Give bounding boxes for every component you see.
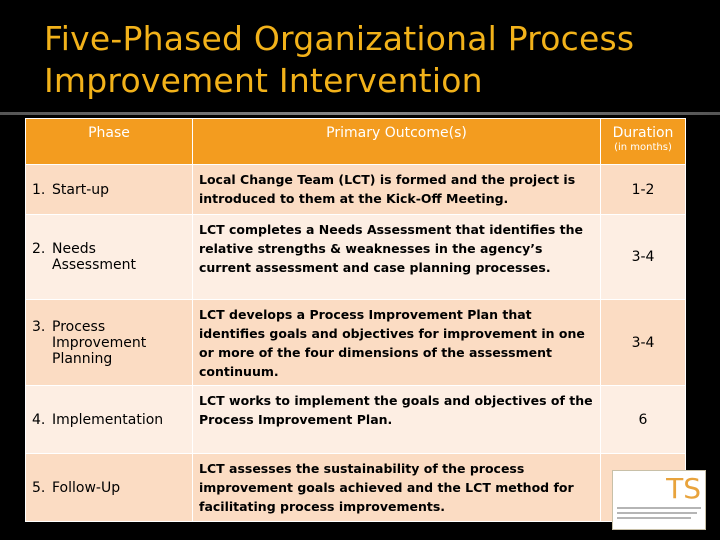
outcome-cell: Local Change Team (LCT) is formed and the project is introduced to them at the Kick-Off Meeting. (193, 165, 601, 215)
phase-name: Needs (52, 241, 96, 257)
outcome-cell: LCT develops a Process Improvement Plan that identifies goals and objectives for improvement in one or more of the four dimensions of the assessment continuum. (193, 300, 601, 386)
logo-fine-print (617, 517, 691, 519)
phase-name-line2: Improvement (52, 334, 147, 351)
header-duration-sub: (in months) (614, 142, 672, 153)
duration-cell: 6 (601, 386, 686, 454)
logo-fine-print (617, 507, 701, 509)
logo-mark: TS (666, 472, 701, 505)
phase-number: 2. (32, 241, 46, 257)
phase-name: Follow-Up (52, 479, 121, 496)
title-line-1: Five-Phased Organizational Process (44, 19, 635, 58)
phase-name-line2: Assessment (52, 257, 136, 273)
phase-number: 5. (32, 479, 46, 496)
duration-cell: 3-4 (601, 215, 686, 300)
header-outcome: Primary Outcome(s) (193, 119, 601, 165)
outcome-cell: LCT completes a Needs Assessment that identifies the relative strengths & weaknesses in the agency’s current assessment and case planning processes. (193, 215, 601, 300)
header-duration-label: Duration (612, 125, 674, 141)
organization-logo (612, 470, 706, 530)
phase-name-line3: Planning (52, 350, 113, 367)
table-row (26, 454, 686, 522)
phase-cell (26, 215, 193, 300)
phase-number: 1. (32, 181, 46, 198)
duration-cell: 1-2 (601, 165, 686, 215)
phase-name: Process (52, 318, 106, 335)
outcome-cell: LCT works to implement the goals and objectives of the Process Improvement Plan. (193, 386, 601, 454)
slide-title (44, 18, 704, 102)
phase-cell (26, 454, 193, 522)
phase-number: 4. (32, 411, 46, 428)
phase-name: Start-up (52, 181, 110, 198)
table-row (26, 215, 686, 300)
phase-cell (26, 165, 193, 215)
phase-cell (26, 386, 193, 454)
phase-cell (26, 300, 193, 386)
header-duration (601, 119, 686, 165)
table-header-row (26, 119, 686, 165)
header-phase: Phase (26, 119, 193, 165)
phase-name: Implementation (52, 411, 164, 428)
table-row (26, 165, 686, 215)
table-row (26, 386, 686, 454)
table-row (26, 300, 686, 386)
title-line-2: Improvement Intervention (44, 61, 483, 100)
outcome-cell: LCT assesses the sustainability of the process improvement goals achieved and the LCT method for facilitating process improvements. (193, 454, 601, 522)
duration-cell: 3-4 (601, 300, 686, 386)
phase-number: 3. (32, 318, 46, 335)
title-divider (0, 112, 720, 115)
logo-fine-print (617, 512, 697, 514)
phases-table (25, 118, 686, 522)
